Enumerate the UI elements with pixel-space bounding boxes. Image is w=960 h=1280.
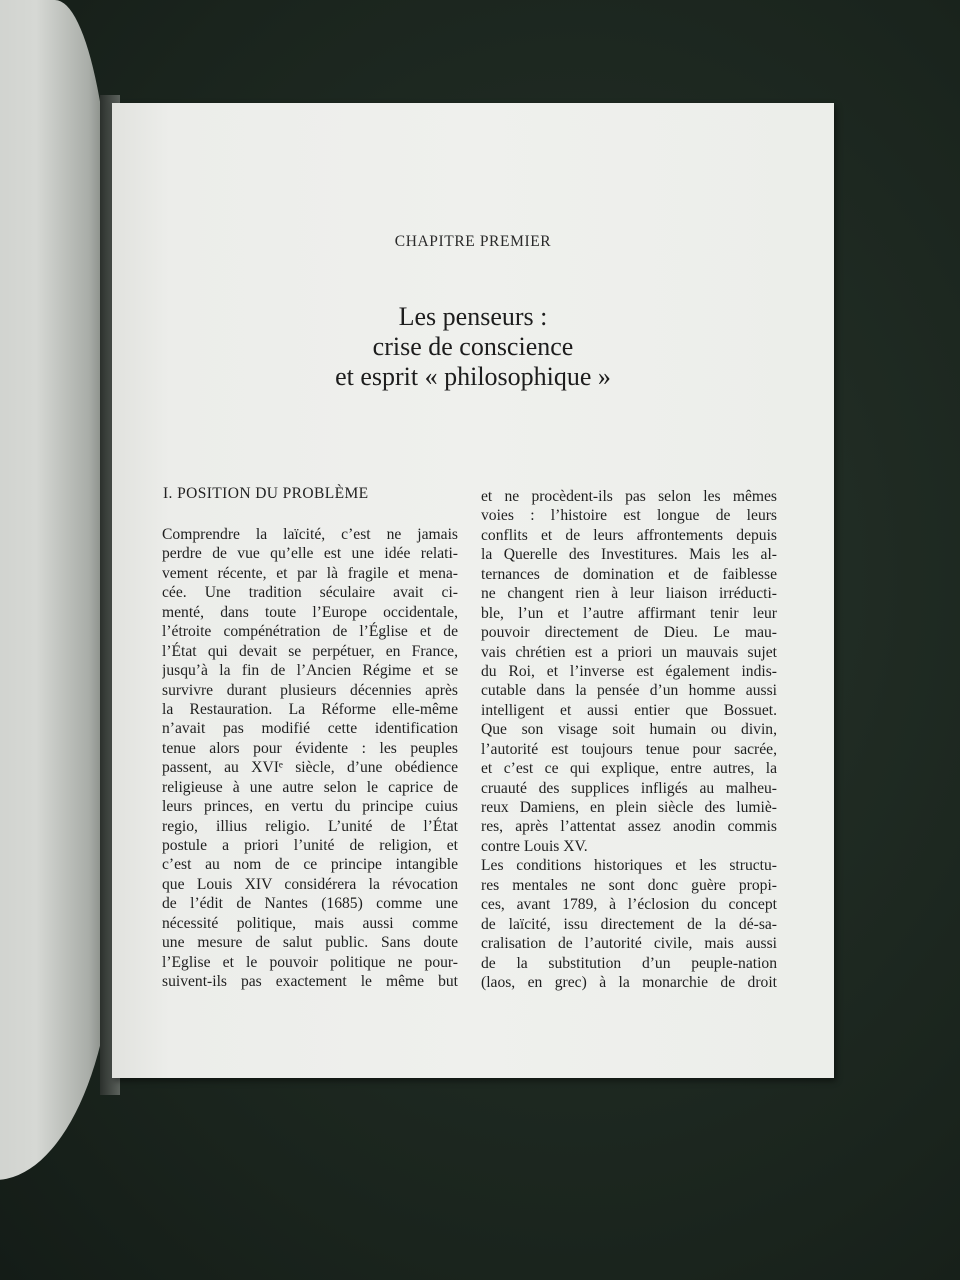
text-line: cruauté des supplices infligés au malheu- — [481, 779, 777, 797]
chapter-title-line: crise de conscience — [372, 332, 574, 361]
text-line: cralisation de l’autorité civile, mais aussi — [481, 935, 777, 953]
text-line: vais chrétien est a priori un mauvais sujet — [481, 643, 777, 661]
section-heading: I. POSITION DU PROBLÈME — [163, 485, 369, 502]
text-line: perdre de vue qu’elle est une idée relati- — [162, 545, 458, 563]
text-line: Que son visage soit humain ou divin, — [481, 721, 777, 739]
text-line: ble, l’un et l’autre affirmant tenir leur — [481, 604, 777, 622]
text-line: ne changent rien à leur liaison irréducti- — [481, 585, 777, 603]
text-line: cutable dans la pensée d’un homme aussi — [481, 682, 777, 700]
text-line: postule a priori l’unité de religion, et — [162, 837, 458, 854]
text-line: (laos, en grec) à la monarchie de droit — [481, 973, 777, 991]
text-line: conflits et de leurs affrontements depuis — [481, 526, 777, 544]
text-line: tenue alors pour évidente : les peuples — [162, 739, 458, 757]
text-line: ternances de domination et de faiblesse — [481, 565, 777, 583]
text-line: Comprendre la laïcité, c’est ne jamais — [162, 526, 458, 543]
text-line: intelligent et aussi entier que Bossuet. — [481, 701, 777, 719]
text-line: que Louis XIV considérera la révocation — [162, 875, 458, 893]
text-line: et ne procèdent-ils pas selon les mêmes — [481, 488, 777, 505]
text-line: l’étroite compénétration de l’Église et de — [162, 623, 458, 641]
text-line: res mentales ne sont donc guère propi- — [481, 876, 777, 894]
text-line: l’Eglise et le pouvoir politique ne pour- — [162, 953, 458, 971]
text-line: religieuse à une autre selon le caprice de — [162, 778, 458, 796]
text-line: de laïcité, issu directement de la dé-sa- — [481, 915, 777, 933]
text-line: reux Damiens, en plein siècle des lumiè- — [481, 799, 777, 816]
text-line: l’autorité est toujours tenue pour sacrée, — [481, 740, 777, 758]
text-line: regio, illius religio. L’unité de l’État — [162, 817, 458, 835]
chapter-label: CHAPITRE PREMIER — [394, 233, 552, 250]
text-line: une mesure de salut public. Sans doute — [162, 934, 458, 952]
text-line: ces, avant 1789, à l’éclosion du concept — [481, 896, 777, 914]
text-column-right — [481, 487, 777, 992]
text-line: l’État qui devait se perpétuer, en France, — [162, 642, 458, 660]
text-line: de la substitution d’un peuple-nation — [481, 954, 777, 972]
text-line: Les conditions historiques et les structu- — [481, 857, 777, 875]
text-line: vement récente, et par là fragile et mena- — [162, 564, 458, 582]
text-line: la Restauration. La Réforme elle-même — [162, 700, 458, 718]
text-line: contre Louis XV. — [481, 837, 588, 855]
text-column-left — [162, 525, 458, 992]
chapter-title-line: Les penseurs : — [398, 302, 548, 331]
text-line: suivent-ils pas exactement le même but — [162, 973, 458, 991]
text-line: passent, au XVIᵉ siècle, d’une obédience — [162, 759, 458, 777]
text-line: de l’édit de Nantes (1685) comme une — [162, 895, 458, 913]
chapter-title — [112, 302, 834, 392]
chapter-title-line: et esprit « philosophique » — [335, 362, 611, 391]
text-line: res, après l’attentat assez anodin commis — [481, 818, 777, 836]
left-page-curl — [0, 0, 115, 1180]
text-line: menté, dans toute l’Europe occidentale, — [162, 603, 458, 621]
text-line: c’est au nom de ce principe intangible — [162, 856, 458, 874]
text-line: leurs princes, en vertu du principe cuius — [162, 798, 458, 816]
text-line: pouvoir directement de Dieu. Le mau- — [481, 624, 777, 642]
text-line: n’avait pas modifié cette identification — [162, 720, 458, 738]
text-line: du Roi, et l’inverse est également indis- — [481, 662, 777, 680]
text-line: survivre durant plusieurs décennies après — [162, 681, 458, 699]
text-line: voies : l’histoire est longue de leurs — [481, 507, 777, 525]
text-line: jusqu’à la fin de l’Ancien Régime et se — [162, 662, 458, 680]
text-line: nécessité politique, mais aussi comme — [162, 914, 458, 932]
text-line: et c’est ce qui explique, entre autres, la — [481, 760, 777, 778]
text-line: cée. Une tradition séculaire avait ci- — [162, 584, 458, 602]
text-line: la Querelle des Investitures. Mais les al- — [481, 546, 777, 564]
